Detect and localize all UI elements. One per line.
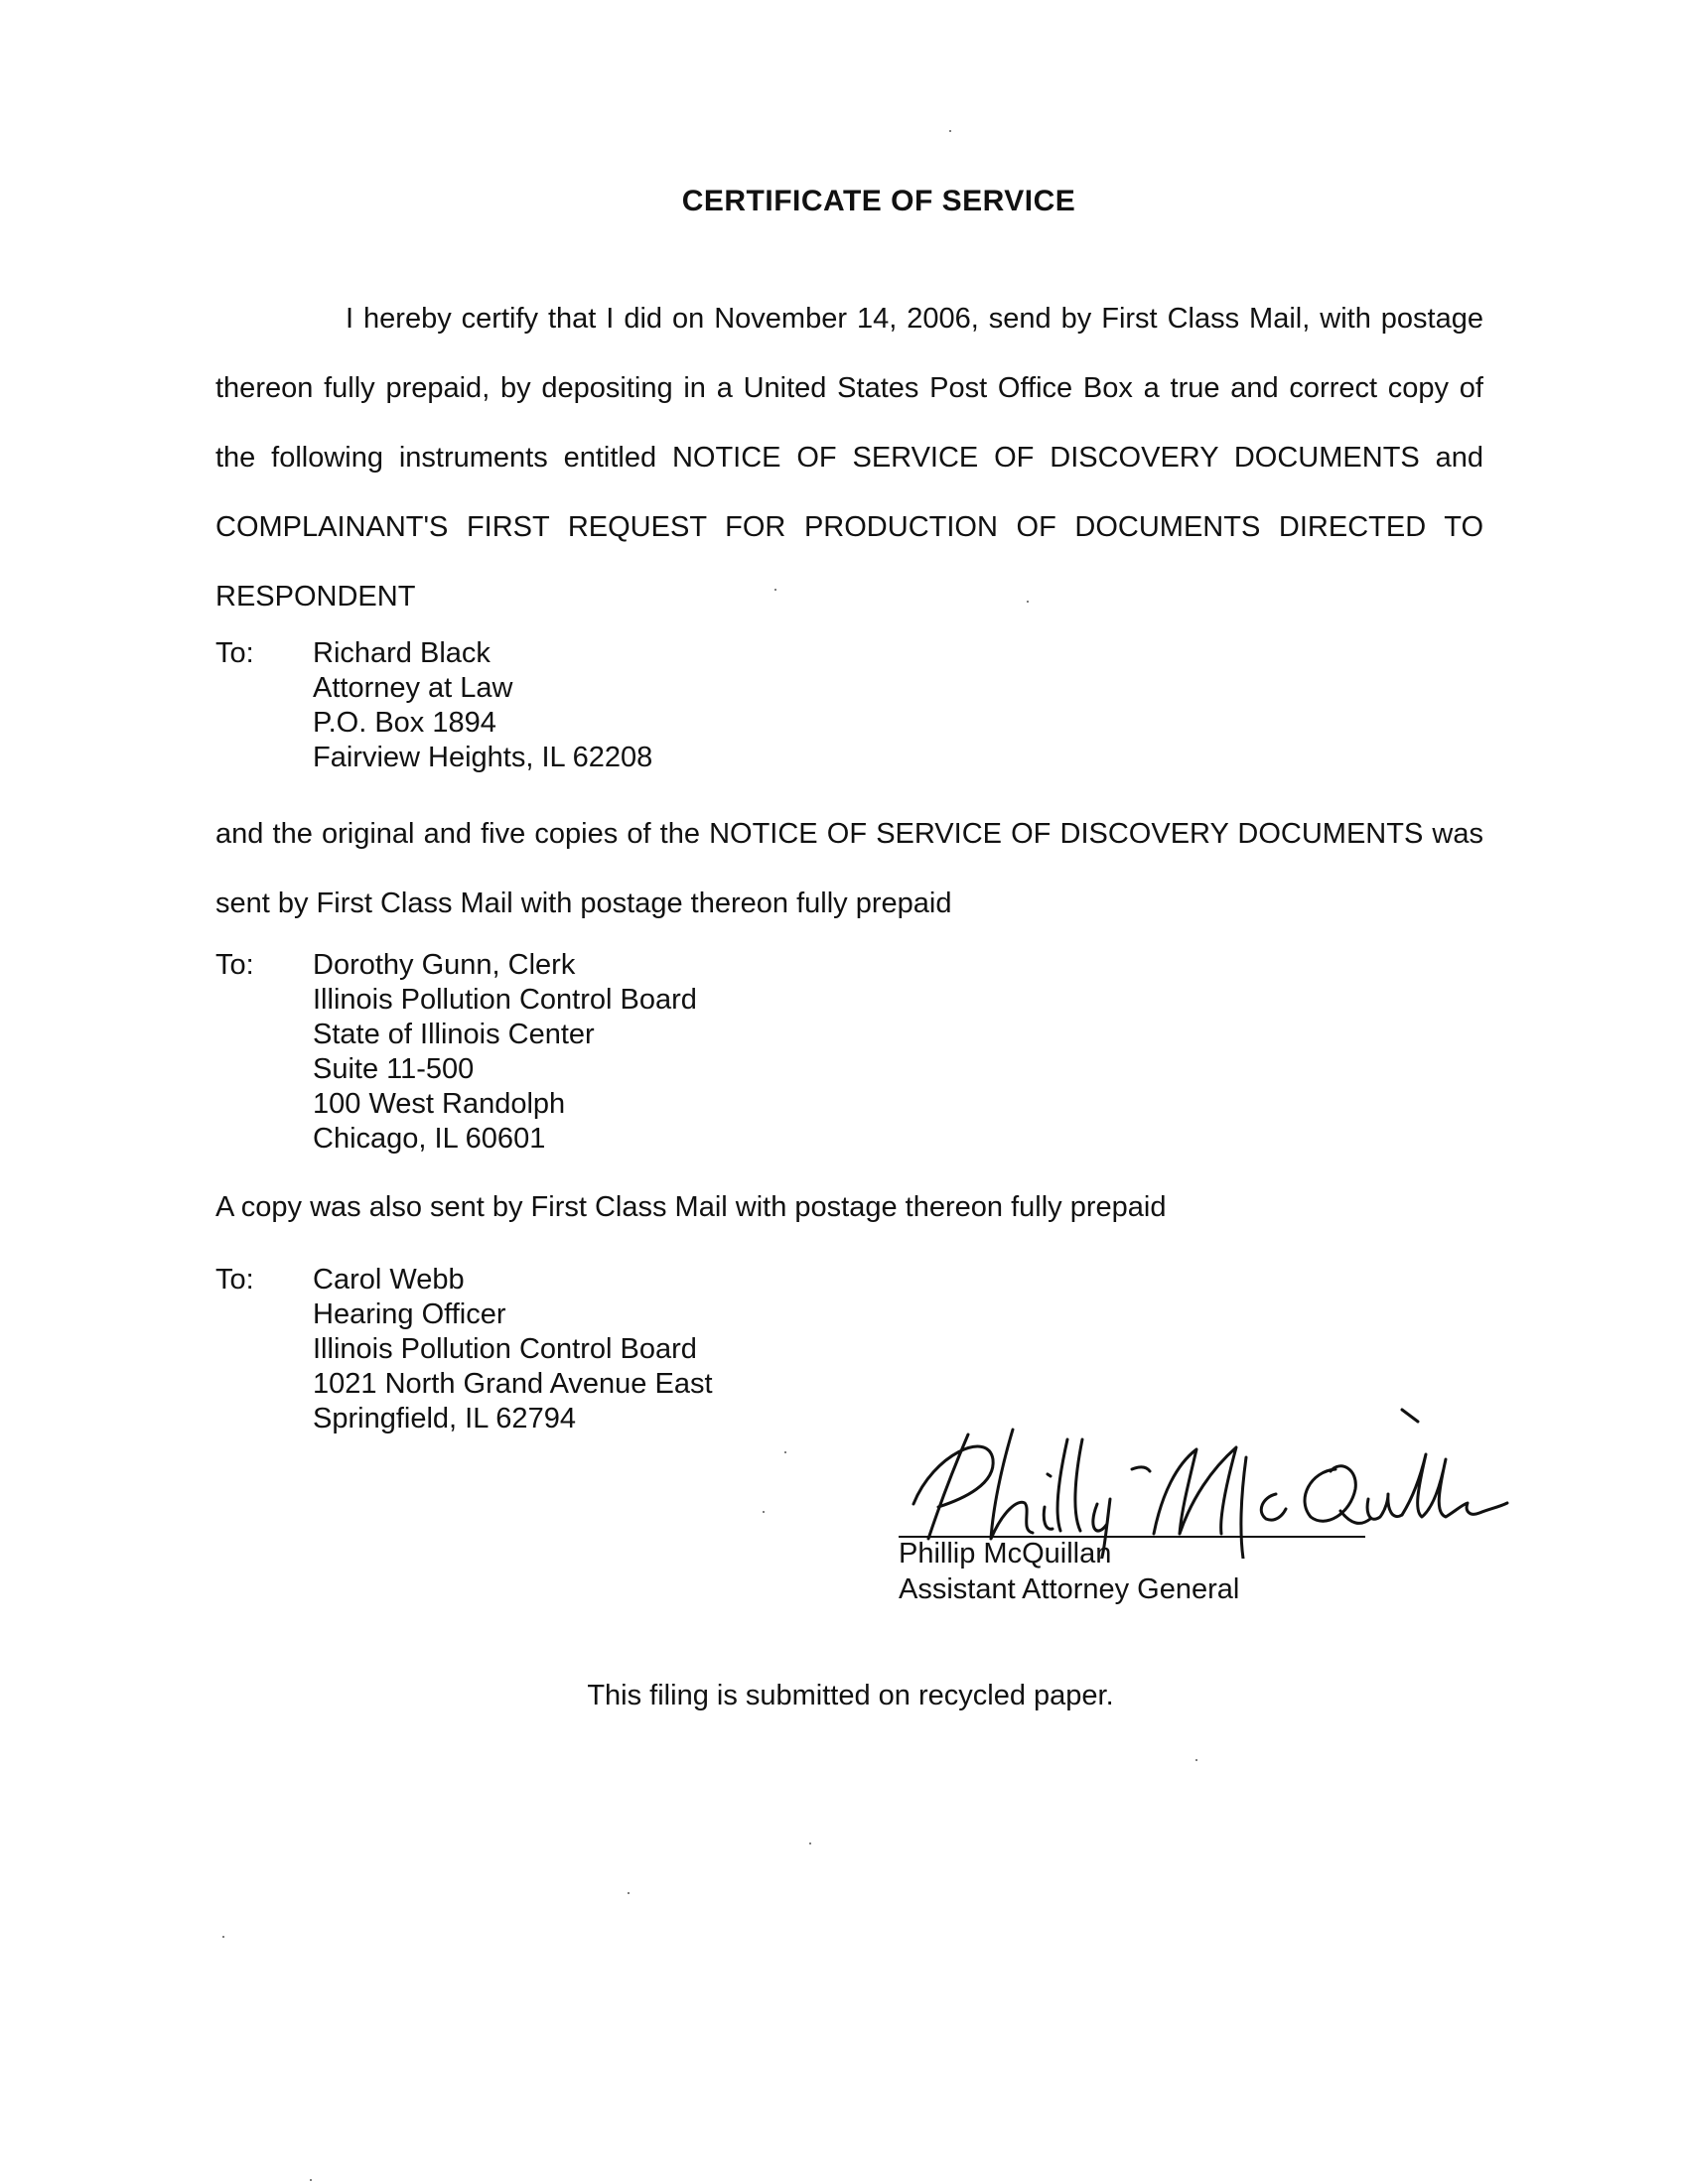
address-line: Richard Black — [313, 637, 491, 669]
recipient-address — [313, 948, 697, 1157]
recipient-address — [313, 1263, 713, 1436]
address-line: 1021 North Grand Avenue East — [313, 1368, 713, 1400]
address-line: Springfield, IL 62794 — [313, 1403, 576, 1434]
address-line: Illinois Pollution Control Board — [313, 984, 697, 1016]
original-copies-paragraph — [215, 799, 1483, 938]
address-line: Dorothy Gunn, Clerk — [313, 949, 576, 981]
scan-speck — [949, 130, 951, 132]
scan-speck — [1027, 601, 1029, 603]
paragraph-line: sent by First Class Mail with postage thereon fully prepaid — [215, 887, 952, 919]
address-line: Suite 11-500 — [313, 1053, 475, 1085]
scan-speck — [628, 1892, 630, 1894]
scan-speck — [784, 1451, 786, 1453]
address-line: Chicago, IL 60601 — [313, 1123, 546, 1155]
address-line: Fairview Heights, IL 62208 — [313, 742, 653, 773]
scan-speck — [310, 2179, 312, 2181]
signer-block — [899, 1536, 1239, 1607]
recipient-address — [313, 636, 652, 775]
scan-speck — [774, 589, 776, 591]
handwritten-signature — [894, 1400, 1509, 1559]
paragraph-line: the following instruments entitled NOTICE OF SERVICE OF DISCOVERY DOCUMENTS and — [215, 442, 1483, 474]
paragraph-line: RESPONDENT — [215, 581, 416, 613]
signer-title: Assistant Attorney General — [899, 1573, 1240, 1605]
address-line: P.O. Box 1894 — [313, 707, 496, 739]
address-line: Carol Webb — [313, 1264, 465, 1296]
scan-speck — [222, 1936, 224, 1938]
paragraph-line: thereon fully prepaid, by depositing in a United States Post Office Box a true and correct copy of — [215, 372, 1483, 404]
signer-name: Phillip McQuillan — [899, 1538, 1112, 1570]
address-line: Illinois Pollution Control Board — [313, 1333, 697, 1365]
address-line: State of Illinois Center — [313, 1019, 595, 1050]
to-label: To: — [215, 637, 254, 669]
scan-speck — [763, 1511, 765, 1513]
scan-speck — [1195, 1759, 1197, 1761]
paragraph-line: I hereby certify that I did on November 14, 2006, send by First Class Mail, with postage — [346, 303, 1483, 335]
document-title: CERTIFICATE OF SERVICE — [681, 185, 1076, 217]
scan-speck — [809, 1843, 811, 1844]
paragraph-line: and the original and five copies of the NOTICE OF SERVICE OF DISCOVERY DOCUMENTS was — [215, 818, 1483, 850]
address-line: Attorney at Law — [313, 672, 513, 704]
certification-paragraph — [215, 284, 1483, 631]
address-line: Hearing Officer — [313, 1298, 506, 1330]
copy-also-sent-paragraph: A copy was also sent by First Class Mail with postage thereon fully prepaid — [215, 1191, 1167, 1223]
to-label: To: — [215, 949, 254, 981]
to-label: To: — [215, 1264, 254, 1296]
recycled-paper-note: This filing is submitted on recycled paper. — [587, 1680, 1114, 1711]
address-line: 100 West Randolph — [313, 1088, 566, 1120]
paragraph-line: COMPLAINANT'S FIRST REQUEST FOR PRODUCTION OF DOCUMENTS DIRECTED TO — [215, 511, 1483, 543]
